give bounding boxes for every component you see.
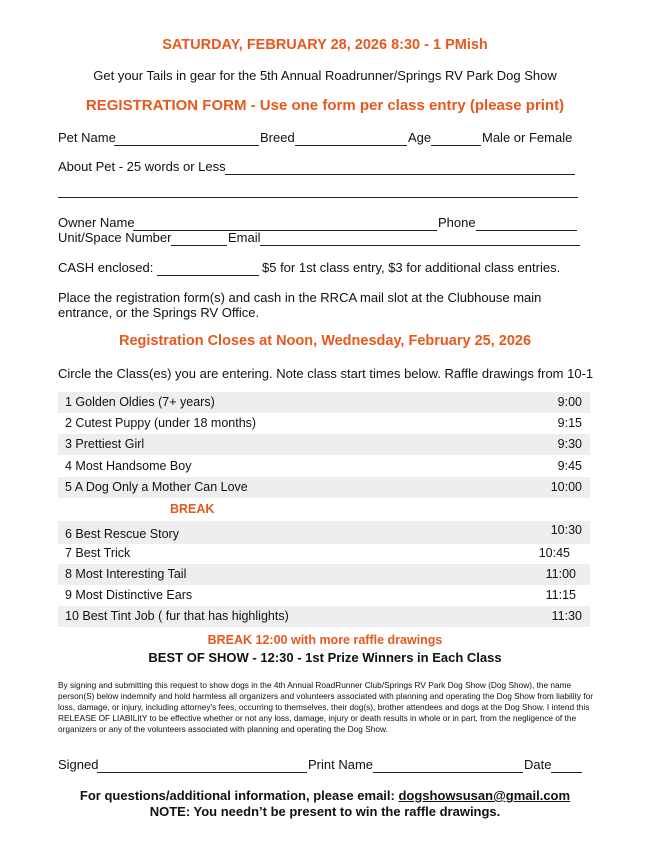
- signature-field[interactable]: [97, 772, 307, 773]
- class-row[interactable]: [58, 606, 590, 627]
- class-row[interactable]: [58, 477, 590, 498]
- owner-name-field[interactable]: [133, 230, 437, 231]
- phone-label: Phone: [438, 215, 476, 230]
- date-label: Date: [524, 757, 552, 772]
- owner-name-label: Owner Name: [58, 215, 135, 230]
- signed-label: Signed: [58, 757, 99, 772]
- class-time: 9:15: [557, 416, 582, 430]
- place-instructions-line1: Place the registration form(s) and cash in the RRCA mail slot at the Clubhouse main: [58, 290, 542, 305]
- class-time: 10:00: [550, 480, 582, 494]
- class-label: 2 Cutest Puppy (under 18 months): [65, 416, 257, 430]
- class-row[interactable]: [58, 392, 590, 413]
- best-of-show: BEST OF SHOW - 12:30 - 1st Prize Winners in Each Class: [148, 650, 502, 665]
- sex-label: Male or Female: [482, 130, 573, 145]
- class-label: 8 Most Interesting Tail: [65, 567, 187, 581]
- class-time: 10:30: [550, 523, 582, 537]
- age-label: Age: [408, 130, 432, 145]
- class-row[interactable]: [58, 413, 590, 434]
- break-label: BREAK: [170, 502, 215, 516]
- email-label: Email: [228, 230, 261, 245]
- about-pet-label: About Pet - 25 words or Less: [58, 159, 226, 174]
- phone-field[interactable]: [476, 230, 577, 231]
- about-pet-field[interactable]: [225, 174, 575, 175]
- email-field[interactable]: [260, 245, 580, 246]
- class-time: 11:00: [545, 567, 576, 581]
- intro-text: Get your Tails in gear for the 5th Annual Roadrunner/Springs RV Park Dog Show: [93, 68, 557, 83]
- circle-classes-note: Circle the Class(es) you are entering. Note class start times below. Raffle drawings from 10-1: [58, 366, 594, 381]
- class-row[interactable]: [58, 456, 590, 477]
- print-name-field[interactable]: [373, 772, 523, 773]
- contact-email-link[interactable]: dogshowsusan@gmail.com: [398, 788, 571, 803]
- break-row: [58, 499, 590, 520]
- class-label: 5 A Dog Only a Mother Can Love: [65, 480, 248, 494]
- class-label: 3 Prettiest Girl: [65, 437, 145, 451]
- class-time: 9:45: [557, 459, 582, 473]
- cash-field[interactable]: [157, 275, 259, 276]
- age-field[interactable]: [431, 145, 481, 146]
- print-name-label: Print Name: [308, 757, 374, 772]
- breed-field[interactable]: [295, 145, 407, 146]
- class-row[interactable]: [58, 564, 590, 585]
- class-label: 4 Most Handsome Boy: [65, 459, 192, 473]
- questions-text: For questions/additional information, please email:: [79, 788, 399, 803]
- class-time: 9:00: [557, 395, 582, 409]
- class-label: 10 Best Tint Job ( fur that has highlights): [65, 609, 289, 623]
- class-time: 11:30: [551, 609, 582, 623]
- class-label: 1 Golden Oldies (7+ years): [65, 395, 215, 409]
- class-row[interactable]: [58, 585, 590, 606]
- questions-line: [0, 788, 650, 803]
- cash-note: $5 for 1st class entry, $3 for additional class entries.: [262, 260, 561, 275]
- breed-label: Breed: [260, 130, 295, 145]
- class-label: 6 Best Rescue Story: [65, 527, 179, 541]
- unit-field[interactable]: [171, 245, 227, 246]
- class-row[interactable]: [58, 434, 590, 455]
- liability-release: By signing and submitting this request to show dogs in the 4th Annual RoadRunner Club/Springs RV Park Dog Show (Dog Show), the name person(S) below indemnify and hold harmless all organizers and volunteers associated with planning and operating the Dog Show from liability for loss, damage, or injury, including attorney's fees, occurring to themselves, their dog(s), brother attendees and dogs at the Dog Show. I intend this RELEASE OF LIABILItY to be effective whether or not any loss, damage, injury or death results in whole or in part, from the negligence of the organizers or any of the volunteers associated with planning and operating the Dog Show.: [58, 680, 593, 734]
- class-label: 7 Best Trick: [65, 546, 131, 560]
- form-title: REGISTRATION FORM - Use one form per class entry (please print): [85, 97, 565, 114]
- date-field[interactable]: [551, 772, 582, 773]
- class-row[interactable]: [58, 543, 590, 564]
- cash-label: CASH enclosed:: [58, 260, 154, 275]
- pet-name-field[interactable]: [114, 145, 259, 146]
- lunch-break-note: BREAK 12:00 with more raffle drawings: [207, 633, 443, 647]
- registration-closing: Registration Closes at Noon, Wednesday, February 25, 2026: [118, 333, 532, 349]
- class-row[interactable]: [58, 521, 590, 544]
- event-date-title: SATURDAY, FEBRUARY 28, 2026 8:30 - 1 PMish: [162, 37, 488, 53]
- pet-name-label: Pet Name: [58, 130, 116, 145]
- class-time: 11:15: [545, 588, 576, 602]
- about-pet-field-line2[interactable]: [58, 197, 578, 198]
- class-time: 10:45: [538, 546, 570, 560]
- place-instructions-line2: entrance, or the Springs RV Office.: [58, 305, 260, 320]
- class-time: 9:30: [557, 437, 582, 451]
- raffle-note: NOTE: You needn’t be present to win the raffle drawings.: [149, 804, 501, 819]
- unit-label: Unit/Space Number: [58, 230, 172, 245]
- class-label: 9 Most Distinctive Ears: [65, 588, 193, 602]
